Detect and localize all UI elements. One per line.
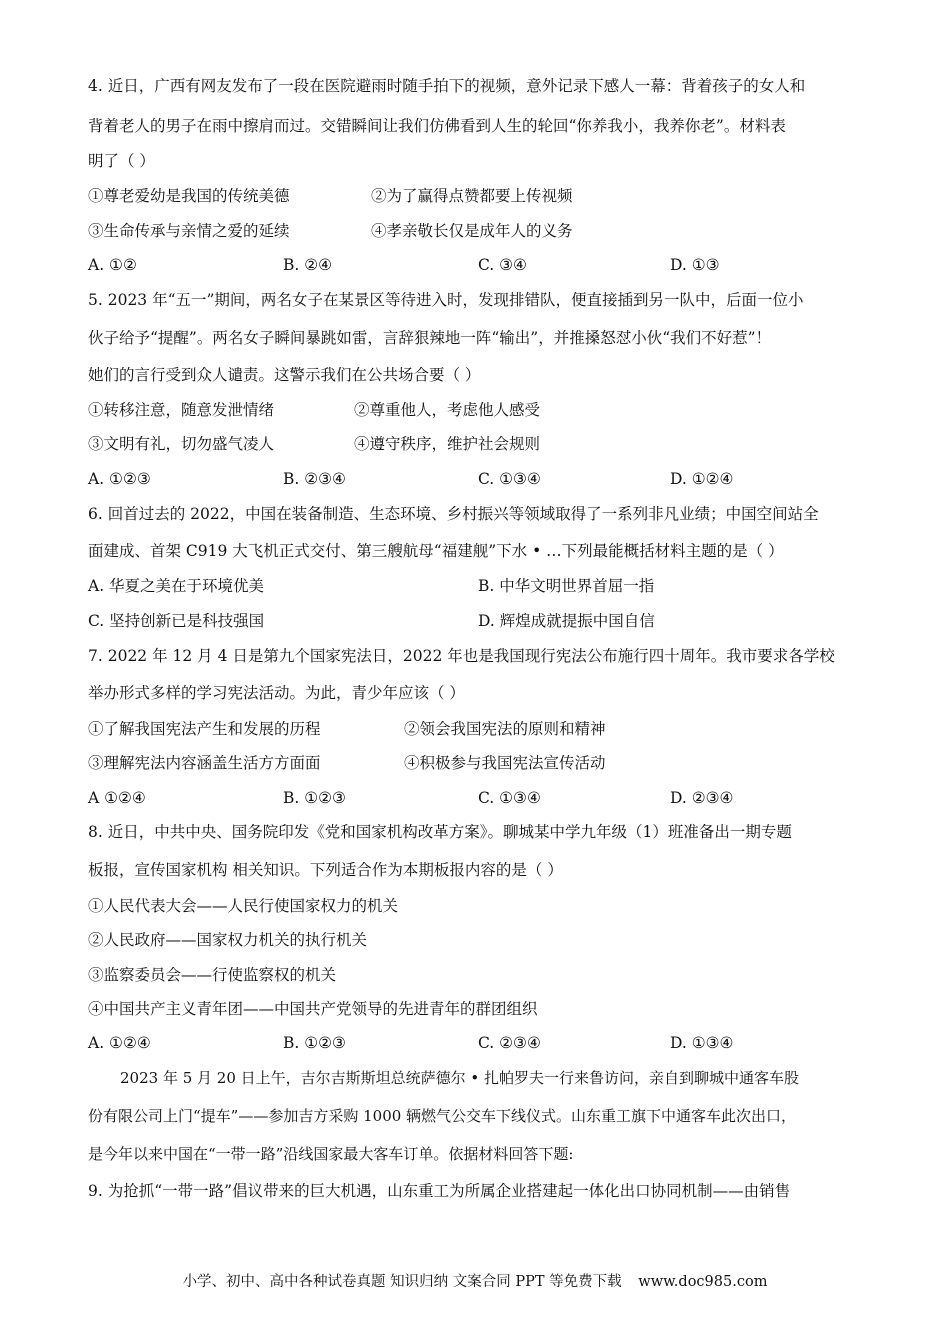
q7-items-row-1 [88,719,888,739]
q8-item-3: ③监察委员会——行使监察权的机关 [88,966,337,984]
q4-choice-c[interactable]: C. ③④ [478,256,527,274]
q7-choice-b[interactable]: B. ①②③ [283,789,346,807]
q8-choice-d[interactable]: D. ①③④ [670,1034,734,1052]
q7-item-3: ③理解宪法内容涵盖生活方方面面 [88,754,321,772]
q5-choices [88,469,888,489]
q8-item-2: ②人民政府——国家权力机关的执行机关 [88,931,368,949]
q6-stem-line-1: 6. 回首过去的 2022，中国在装备制造、生态环境、乡村振兴等领域取得了一系列非凡业绩；中国空间站全 [88,505,819,523]
q7-item-2: ②领会我国宪法的原则和精神 [404,720,606,738]
q7-choice-d[interactable]: D. ②③④ [670,789,734,807]
q7-items-row-2 [88,753,888,773]
q8-choice-a[interactable]: A. ①②④ [88,1034,151,1052]
q4-item-2: ②为了赢得点赞都要上传视频 [371,187,573,205]
q6-choice-c[interactable]: C. 坚持创新已是科技强国 [88,612,265,630]
footer-text: 小学、初中、高中各种试卷真题 知识归纳 文案合同 PPT 等免费下载 [182,1274,622,1290]
q4-stem-line-3: 明了（ ） [88,152,155,170]
q6-choice-d[interactable]: D. 辉煌成就提振中国自信 [478,612,655,630]
q6-choices-row-1 [88,576,888,596]
q4-item-1: ①尊老爱幼是我国的传统美德 [88,187,290,205]
q4-choice-b[interactable]: B. ②④ [283,256,333,274]
q9-stem-line-1: 9. 为抢抓“一带一路”倡议带来的巨大机遇，山东重工为所属企业搭建起一体化出口协同机制——由销售 [88,1182,791,1200]
q5-items-row-2 [88,434,888,454]
q7-stem-line-2: 举办形式多样的学习宪法活动。为此，青少年应该（ ） [88,684,465,702]
q4-stem-line-2: 背着老人的男子在雨中擦肩而过。交错瞬间让我们仿佛看到人生的轮回“你养我小，我养你老”。材料表 [88,117,786,135]
q5-stem-line-2: 伙子给予“提醒”。两名女子瞬间暴跳如雷，言辞狠辣地一阵“输出”，并推搡怒怼小伙“我们不好惹”！ [88,329,772,347]
q6-stem-line-2: 面建成、首架 C919 大飞机正式交付、第三艘航母“福建舰”下水 • …下列最能概括材料主题的是（ ） [88,542,784,560]
q4-stem-line-1: 4. 近日，广西有网友发布了一段在医院避雨时随手拍下的视频，意外记录下感人一幕：背着孩子的女人和 [88,77,806,95]
q5-choice-d[interactable]: D. ①②④ [670,470,734,488]
q5-choice-b[interactable]: B. ②③④ [283,470,346,488]
q5-item-3: ③文明有礼，切勿盛气凌人 [88,435,275,453]
q6-choices-row-2 [88,611,888,631]
q5-item-2: ②尊重他人，考虑他人感受 [354,401,541,419]
q5-choice-a[interactable]: A. ①②③ [88,470,151,488]
q8-choices [88,1033,888,1053]
q7-choices [88,788,888,808]
q6-choice-b[interactable]: B. 中华文明世界首屈一指 [478,577,655,595]
q7-item-4: ④积极参与我国宪法宣传活动 [404,754,606,772]
q4-item-4: ④孝亲敬长仅是成年人的义务 [371,222,573,240]
material-line-3: 是今年以来中国在“一带一路”沿线国家最大客车订单。依据材料回答下题: [88,1145,574,1163]
q5-item-4: ④遵守秩序，维护社会规则 [354,435,541,453]
q6-choice-a[interactable]: A. 华夏之美在于环境优美 [88,577,265,595]
q4-item-3: ③生命传承与亲情之爱的延续 [88,222,290,240]
q5-items-row-1 [88,400,888,420]
q8-stem-line-1: 8. 近日，中共中央、国务院印发《党和国家机构改革方案》。聊城某中学九年级（1）班准备出一期专题 [88,823,792,841]
q4-choices [88,255,888,275]
footer-link[interactable]: www.doc985.com [638,1274,768,1290]
q4-choice-a[interactable]: A. ①② [88,256,137,274]
q4-items-row-1 [88,186,888,206]
q7-choice-c[interactable]: C. ①③④ [478,789,541,807]
q4-choice-d[interactable]: D. ①③ [670,256,720,274]
q4-items-row-2 [88,221,888,241]
q8-item-1: ①人民代表大会——人民行使国家权力的机关 [88,897,399,915]
material-line-2: 份有限公司上门“提车”——参加吉方采购 1000 辆燃气公交车下线仪式。山东重工旗下中通客车此次出口， [88,1107,797,1125]
q8-choice-b[interactable]: B. ①②③ [283,1034,346,1052]
q5-choice-c[interactable]: C. ①③④ [478,470,541,488]
material-line-1: 2023 年 5 月 20 日上午，吉尔吉斯斯坦总统萨德尔 • 扎帕罗夫一行来鲁访问，亲自到聊城中通客车股 [120,1069,800,1087]
q5-stem-line-3: 她们的言行受到众人谴责。这警示我们在公共场合要（ ） [88,366,481,384]
q8-stem-line-2: 板报，宣传国家机构 相关知识。下列适合作为本期板报内容的是（ ） [88,861,563,879]
q8-choice-c[interactable]: C. ②③④ [478,1034,541,1052]
page-footer [0,1270,950,1291]
q7-stem-line-1: 7. 2022 年 12 月 4 日是第九个国家宪法日，2022 年也是我国现行宪法公布施行四十周年。我市要求各学校 [88,647,835,665]
q5-stem-line-1: 5. 2023 年“五一”期间，两名女子在某景区等待进入时，发现排错队，便直接插到另一队中，后面一位小 [88,291,804,309]
q7-item-1: ①了解我国宪法产生和发展的历程 [88,720,321,738]
q7-choice-a[interactable]: A ①②④ [88,789,146,807]
q8-item-4: ④中国共产主义青年团——中国共产党领导的先进青年的群团组织 [88,1000,538,1018]
q5-item-1: ①转移注意，随意发泄情绪 [88,401,275,419]
